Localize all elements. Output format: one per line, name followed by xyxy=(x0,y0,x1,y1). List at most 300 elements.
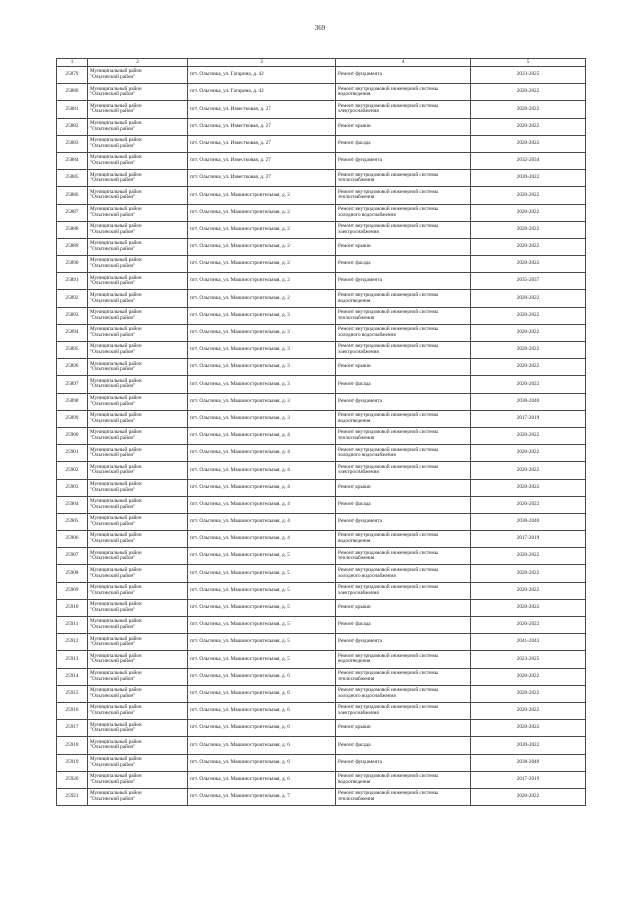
table-row xyxy=(57,565,586,582)
address-cell: пгт. Ольгинка, ул. Известковая, д. 27 xyxy=(188,118,336,135)
district-cell xyxy=(88,754,188,771)
address-cell: пгт. Ольгинка, ул. Машиностроительная, д. 4 xyxy=(188,445,336,462)
table-row xyxy=(57,410,586,427)
work-type-cell xyxy=(336,170,471,187)
row-number-cell: 25907 xyxy=(57,548,88,565)
period-cell: 2020-2022 xyxy=(471,617,586,634)
work-type-cell xyxy=(336,617,471,634)
work-type-line: Ремонт внутридомовой инженерной системы xyxy=(338,566,439,573)
district-cell xyxy=(88,582,188,599)
district-line: "Ольгинский район" xyxy=(90,589,136,596)
district-cell xyxy=(88,273,188,290)
district-line: "Ольгинский район" xyxy=(90,125,136,132)
table-row xyxy=(57,342,586,359)
district-line: Муниципальный район xyxy=(90,394,142,401)
table-row xyxy=(57,737,586,754)
work-type-line: Ремонт внутридомовой инженерной системы xyxy=(338,429,439,436)
work-type-line: Ремонт фасада xyxy=(338,260,371,267)
row-number-cell: 25879 xyxy=(57,67,88,84)
row-number-cell: 25911 xyxy=(57,617,88,634)
district-cell xyxy=(88,565,188,582)
work-type-line: электроснабжения xyxy=(338,349,379,356)
district-line: Муниципальный район xyxy=(90,446,142,453)
work-type-line: Ремонт внутридомовой инженерной системы xyxy=(338,309,439,316)
address-cell: пгт. Ольгинка, ул. Машиностроительная, д. 2 xyxy=(188,290,336,307)
work-type-line: теплоснабжения xyxy=(338,795,375,802)
address-cell: пгт. Ольгинка, ул. Машиностроительная, д. 6 xyxy=(188,754,336,771)
work-type-cell xyxy=(336,376,471,393)
district-cell xyxy=(88,462,188,479)
work-type-cell xyxy=(336,685,471,702)
work-type-cell xyxy=(336,221,471,238)
district-cell xyxy=(88,410,188,427)
table-header-row xyxy=(57,59,586,67)
work-type-cell xyxy=(336,324,471,341)
table-row xyxy=(57,393,586,410)
row-number-cell: 25880 xyxy=(57,84,88,101)
row-number-cell: 25901 xyxy=(57,445,88,462)
table-row xyxy=(57,788,586,805)
district-cell xyxy=(88,238,188,255)
district-cell xyxy=(88,668,188,685)
table-row xyxy=(57,445,586,462)
work-type-line: электроснабжения xyxy=(338,228,379,235)
work-type-line: Ремонт внутридомовой инженерной системы xyxy=(338,326,439,333)
district-line: Муниципальный район xyxy=(90,188,142,195)
address-cell: пгт. Ольгинка, ул. Машиностроительная, д. 2 xyxy=(188,221,336,238)
work-type-line: Ремонт фундамента xyxy=(338,397,382,404)
table-row xyxy=(57,135,586,152)
district-line: "Ольгинский район" xyxy=(90,108,136,115)
address-cell: пгт. Ольгинка, ул. Машиностроительная, д. 3 xyxy=(188,307,336,324)
work-type-line: холодного водоснабжения xyxy=(338,692,396,699)
work-type-line: Ремонт внутридомовой инженерной системы xyxy=(338,532,439,539)
work-type-cell xyxy=(336,273,471,290)
work-type-line: Ремонт фундамента xyxy=(338,518,382,525)
work-type-line: Ремонт внутридомовой инженерной системы xyxy=(338,704,439,711)
district-line: "Ольгинский район" xyxy=(90,761,136,768)
address-cell: пгт. Ольгинка, ул. Машиностроительная, д. 3 xyxy=(188,324,336,341)
district-cell xyxy=(88,256,188,273)
district-line: Муниципальный район xyxy=(90,635,142,642)
district-line: Муниципальный район xyxy=(90,652,142,659)
district-cell xyxy=(88,84,188,101)
table-row xyxy=(57,582,586,599)
table-row xyxy=(57,187,586,204)
period-cell: 2023-2025 xyxy=(471,67,586,84)
district-line: Муниципальный район xyxy=(90,223,142,230)
address-cell: пгт. Ольгинка, ул. Гагарина, д. 42 xyxy=(188,67,336,84)
district-line: "Ольгинский район" xyxy=(90,400,136,407)
work-type-cell xyxy=(336,445,471,462)
address-cell: пгт. Ольгинка, ул. Машиностроительная, д. 3 xyxy=(188,376,336,393)
address-cell: пгт. Ольгинка, ул. Машиностроительная, д. 2 xyxy=(188,187,336,204)
district-line: "Ольгинский район" xyxy=(90,744,136,751)
row-number-cell: 25898 xyxy=(57,393,88,410)
work-type-line: холодного водоснабжения xyxy=(338,452,396,459)
period-cell: 2020-2022 xyxy=(471,359,586,376)
work-type-cell xyxy=(336,152,471,169)
row-number-cell: 25919 xyxy=(57,754,88,771)
district-line: "Ольгинский район" xyxy=(90,624,136,631)
district-line: "Ольгинский район" xyxy=(90,245,136,252)
district-cell xyxy=(88,496,188,513)
district-cell xyxy=(88,599,188,616)
district-line: "Ольгинский район" xyxy=(90,555,136,562)
district-cell xyxy=(88,118,188,135)
table-row xyxy=(57,754,586,771)
district-line: "Ольгинский район" xyxy=(90,383,136,390)
district-line: Муниципальный район xyxy=(90,704,142,711)
district-line: Муниципальный район xyxy=(90,326,142,333)
address-cell: пгт. Ольгинка, ул. Машиностроительная, д. 6 xyxy=(188,720,336,737)
row-number-cell: 25906 xyxy=(57,531,88,548)
period-cell: 2020-2022 xyxy=(471,737,586,754)
district-line: Муниципальный район xyxy=(90,618,142,625)
period-cell: 2020-2022 xyxy=(471,170,586,187)
district-line: Муниципальный район xyxy=(90,566,142,573)
district-line: Муниципальный район xyxy=(90,480,142,487)
row-number-cell: 25904 xyxy=(57,496,88,513)
district-cell xyxy=(88,737,188,754)
address-cell: пгт. Ольгинка, ул. Машиностроительная, д. 5 xyxy=(188,617,336,634)
period-cell: 2020-2022 xyxy=(471,479,586,496)
row-number-cell: 25881 xyxy=(57,101,88,118)
work-type-cell xyxy=(336,479,471,496)
work-type-line: водоотведения xyxy=(338,778,371,785)
row-number-cell: 25894 xyxy=(57,324,88,341)
district-line: Муниципальный район xyxy=(90,291,142,298)
work-type-line: Ремонт внутридомовой инженерной системы xyxy=(338,102,439,109)
district-line: Муниципальный район xyxy=(90,68,142,75)
work-type-cell xyxy=(336,84,471,101)
work-type-line: электроснабжения xyxy=(338,710,379,717)
district-line: "Ольгинский район" xyxy=(90,486,136,493)
row-number-cell: 25910 xyxy=(57,599,88,616)
table-row xyxy=(57,256,586,273)
work-type-line: Ремонт крыши xyxy=(338,604,371,611)
row-number-cell: 25909 xyxy=(57,582,88,599)
address-cell: пгт. Ольгинка, ул. Машиностроительная, д. 3 xyxy=(188,410,336,427)
district-line: Муниципальный район xyxy=(90,773,142,780)
table-row xyxy=(57,238,586,255)
district-cell xyxy=(88,324,188,341)
period-cell: 2020-2022 xyxy=(471,324,586,341)
period-cell: 2020-2022 xyxy=(471,118,586,135)
work-type-cell xyxy=(336,290,471,307)
table-row xyxy=(57,531,586,548)
district-line: "Ольгинский район" xyxy=(90,74,136,81)
work-type-line: Ремонт фундамента xyxy=(338,71,382,78)
work-type-cell xyxy=(336,548,471,565)
row-number-cell: 25889 xyxy=(57,238,88,255)
column-header-2: 2 xyxy=(88,59,188,67)
address-cell: пгт. Ольгинка, ул. Машиностроительная, д. 6 xyxy=(188,702,336,719)
period-cell: 2038-2040 xyxy=(471,754,586,771)
period-cell: 2020-2022 xyxy=(471,135,586,152)
district-line: "Ольгинский район" xyxy=(90,194,136,201)
district-line: "Ольгинский район" xyxy=(90,160,136,167)
work-type-cell xyxy=(336,599,471,616)
district-line: "Ольгинский район" xyxy=(90,572,136,579)
district-line: "Ольгинский район" xyxy=(90,91,136,98)
district-line: "Ольгинский район" xyxy=(90,692,136,699)
work-type-line: Ремонт фасада xyxy=(338,139,371,146)
period-cell: 2020-2022 xyxy=(471,788,586,805)
work-type-line: Ремонт крыши xyxy=(338,243,371,250)
table-row xyxy=(57,273,586,290)
address-cell: пгт. Ольгинка, ул. Машиностроительная, д. 3 xyxy=(188,393,336,410)
work-type-line: Ремонт внутридомовой инженерной системы xyxy=(338,669,439,676)
work-type-line: водоотведения xyxy=(338,297,371,304)
district-line: "Ольгинский район" xyxy=(90,417,136,424)
row-number-cell: 25885 xyxy=(57,170,88,187)
address-cell: пгт. Ольгинка, ул. Машиностроительная, д. 4 xyxy=(188,531,336,548)
district-line: "Ольгинский район" xyxy=(90,211,136,218)
work-type-line: Ремонт внутридомовой инженерной системы xyxy=(338,85,439,92)
district-cell xyxy=(88,685,188,702)
address-cell: пгт. Ольгинка, ул. Машиностроительная, д. 2 xyxy=(188,204,336,221)
district-line: Муниципальный район xyxy=(90,549,142,556)
district-line: "Ольгинский район" xyxy=(90,142,136,149)
table-row xyxy=(57,479,586,496)
district-cell xyxy=(88,634,188,651)
row-number-cell: 25893 xyxy=(57,307,88,324)
district-line: "Ольгинский район" xyxy=(90,520,136,527)
district-line: "Ольгинский район" xyxy=(90,263,136,270)
row-number-cell: 25886 xyxy=(57,187,88,204)
work-type-line: водоотведения xyxy=(338,538,371,545)
district-line: "Ольгинский район" xyxy=(90,177,136,184)
table-row xyxy=(57,324,586,341)
work-type-line: теплоснабжения xyxy=(338,555,375,562)
district-line: Муниципальный район xyxy=(90,309,142,316)
district-cell xyxy=(88,152,188,169)
work-type-cell xyxy=(336,187,471,204)
address-cell: пгт. Ольгинка, ул. Машиностроительная, д. 7 xyxy=(188,788,336,805)
district-line: Муниципальный район xyxy=(90,429,142,436)
district-cell xyxy=(88,720,188,737)
row-number-cell: 25918 xyxy=(57,737,88,754)
period-cell: 2020-2022 xyxy=(471,582,586,599)
table-row xyxy=(57,702,586,719)
work-type-line: теплоснабжения xyxy=(338,194,375,201)
work-type-cell xyxy=(336,496,471,513)
district-cell xyxy=(88,445,188,462)
period-cell: 2017-2019 xyxy=(471,771,586,788)
district-line: "Ольгинский район" xyxy=(90,795,136,802)
row-number-cell: 25916 xyxy=(57,702,88,719)
column-header-1: 1 xyxy=(57,59,88,67)
work-type-cell xyxy=(336,720,471,737)
table-row xyxy=(57,359,586,376)
work-type-line: Ремонт фундамента xyxy=(338,758,382,765)
district-line: Муниципальный район xyxy=(90,274,142,281)
table-row xyxy=(57,548,586,565)
district-line: Муниципальный район xyxy=(90,85,142,92)
row-number-cell: 25913 xyxy=(57,651,88,668)
address-cell: пгт. Ольгинка, ул. Машиностроительная, д. 6 xyxy=(188,771,336,788)
period-cell: 2020-2022 xyxy=(471,84,586,101)
work-type-cell xyxy=(336,754,471,771)
work-type-line: электроснабжения xyxy=(338,589,379,596)
work-type-cell xyxy=(336,410,471,427)
work-type-line: Ремонт крыши xyxy=(338,483,371,490)
column-header-5: 5 xyxy=(471,59,586,67)
district-line: Муниципальный район xyxy=(90,171,142,178)
district-line: "Ольгинский район" xyxy=(90,727,136,734)
work-type-line: Ремонт внутридомовой инженерной системы xyxy=(338,291,439,298)
table-row xyxy=(57,376,586,393)
period-cell: 2020-2022 xyxy=(471,238,586,255)
work-type-line: Ремонт внутридомовой инженерной системы xyxy=(338,223,439,230)
address-cell: пгт. Ольгинка, ул. Машиностроительная, д. 5 xyxy=(188,634,336,651)
district-line: Муниципальный район xyxy=(90,738,142,745)
period-cell: 2038-2040 xyxy=(471,513,586,530)
district-cell xyxy=(88,531,188,548)
table-row xyxy=(57,685,586,702)
work-type-line: теплоснабжения xyxy=(338,435,375,442)
work-type-line: Ремонт внутридомовой инженерной системы xyxy=(338,463,439,470)
work-type-cell xyxy=(336,101,471,118)
row-number-cell: 25900 xyxy=(57,427,88,444)
work-type-line: Ремонт внутридомовой инженерной системы xyxy=(338,171,439,178)
district-line: "Ольгинский район" xyxy=(90,435,136,442)
work-type-cell xyxy=(336,582,471,599)
work-type-line: теплоснабжения xyxy=(338,177,375,184)
work-type-cell xyxy=(336,651,471,668)
period-cell: 2041-2043 xyxy=(471,634,586,651)
row-number-cell: 25902 xyxy=(57,462,88,479)
district-cell xyxy=(88,376,188,393)
address-cell: пгт. Ольгинка, ул. Машиностроительная, д. 6 xyxy=(188,685,336,702)
row-number-cell: 25903 xyxy=(57,479,88,496)
work-type-line: Ремонт фасада xyxy=(338,500,371,507)
table-row xyxy=(57,84,586,101)
district-line: "Ольгинский район" xyxy=(90,314,136,321)
district-line: Муниципальный район xyxy=(90,498,142,505)
period-cell: 2020-2022 xyxy=(471,599,586,616)
work-type-line: Ремонт внутридомовой инженерной системы xyxy=(338,790,439,797)
row-number-cell: 25888 xyxy=(57,221,88,238)
address-cell: пгт. Ольгинка, ул. Известковая, д. 27 xyxy=(188,152,336,169)
district-line: "Ольгинский район" xyxy=(90,658,136,665)
district-line: Муниципальный район xyxy=(90,240,142,247)
work-type-line: Ремонт крыши xyxy=(338,363,371,370)
period-cell: 2038-2040 xyxy=(471,393,586,410)
district-line: "Ольгинский район" xyxy=(90,710,136,717)
district-cell xyxy=(88,788,188,805)
district-cell xyxy=(88,67,188,84)
work-type-cell xyxy=(336,307,471,324)
table-row xyxy=(57,771,586,788)
district-line: Муниципальный район xyxy=(90,102,142,109)
district-line: Муниципальный район xyxy=(90,343,142,350)
district-line: "Ольгинский район" xyxy=(90,641,136,648)
work-type-line: теплоснабжения xyxy=(338,675,375,682)
period-cell: 2020-2022 xyxy=(471,342,586,359)
row-number-cell: 25917 xyxy=(57,720,88,737)
district-line: "Ольгинский район" xyxy=(90,366,136,373)
work-type-line: Ремонт внутридомовой инженерной системы xyxy=(338,687,439,694)
district-line: "Ольгинский район" xyxy=(90,675,136,682)
address-cell: пгт. Ольгинка, ул. Машиностроительная, д. 5 xyxy=(188,565,336,582)
work-type-line: Ремонт фасада xyxy=(338,380,371,387)
work-type-cell xyxy=(336,565,471,582)
address-cell: пгт. Ольгинка, ул. Машиностроительная, д. 4 xyxy=(188,462,336,479)
work-type-line: Ремонт внутридомовой инженерной системы xyxy=(338,205,439,212)
period-cell: 2032-2034 xyxy=(471,152,586,169)
work-type-line: Ремонт внутридомовой инженерной системы xyxy=(338,584,439,591)
period-cell: 2020-2022 xyxy=(471,204,586,221)
row-number-cell: 25887 xyxy=(57,204,88,221)
period-cell: 2020-2022 xyxy=(471,101,586,118)
table-row xyxy=(57,462,586,479)
period-cell: 2020-2022 xyxy=(471,290,586,307)
work-type-cell xyxy=(336,118,471,135)
district-line: Муниципальный район xyxy=(90,205,142,212)
district-line: "Ольгинский район" xyxy=(90,228,136,235)
period-cell: 2020-2022 xyxy=(471,376,586,393)
address-cell: пгт. Ольгинка, ул. Машиностроительная, д. 5 xyxy=(188,651,336,668)
work-type-line: холодного водоснабжения xyxy=(338,572,396,579)
table-row xyxy=(57,617,586,634)
page-number: 369 xyxy=(314,24,326,32)
work-type-cell xyxy=(336,204,471,221)
table-row xyxy=(57,290,586,307)
work-type-line: Ремонт внутридомовой инженерной системы xyxy=(338,412,439,419)
district-cell xyxy=(88,101,188,118)
period-cell: 2035-2037 xyxy=(471,273,586,290)
work-type-line: Ремонт внутридомовой инженерной системы xyxy=(338,652,439,659)
work-type-cell xyxy=(336,531,471,548)
work-type-cell xyxy=(336,668,471,685)
district-line: Муниципальный район xyxy=(90,755,142,762)
work-type-cell xyxy=(336,788,471,805)
district-line: "Ольгинский район" xyxy=(90,452,136,459)
address-cell: пгт. Ольгинка, ул. Машиностроительная, д. 2 xyxy=(188,273,336,290)
row-number-cell: 25914 xyxy=(57,668,88,685)
address-cell: пгт. Ольгинка, ул. Машиностроительная, д. 4 xyxy=(188,496,336,513)
work-type-line: водоотведения xyxy=(338,417,371,424)
period-cell: 2020-2022 xyxy=(471,187,586,204)
address-cell: пгт. Ольгинка, ул. Машиностроительная, д. 5 xyxy=(188,548,336,565)
district-line: Муниципальный район xyxy=(90,257,142,264)
table-body xyxy=(57,67,586,806)
address-cell: пгт. Ольгинка, ул. Машиностроительная, д. 5 xyxy=(188,582,336,599)
district-cell xyxy=(88,771,188,788)
district-cell xyxy=(88,290,188,307)
work-type-line: электроснабжения xyxy=(338,108,379,115)
row-number-cell: 25895 xyxy=(57,342,88,359)
district-cell xyxy=(88,204,188,221)
table-row xyxy=(57,427,586,444)
district-cell xyxy=(88,359,188,376)
table-row xyxy=(57,307,586,324)
period-cell: 2023-2025 xyxy=(471,651,586,668)
work-type-cell xyxy=(336,462,471,479)
district-cell xyxy=(88,427,188,444)
period-cell: 2020-2022 xyxy=(471,221,586,238)
district-line: "Ольгинский район" xyxy=(90,331,136,338)
table-row xyxy=(57,513,586,530)
work-type-line: Ремонт крыши xyxy=(338,724,371,731)
table-row xyxy=(57,668,586,685)
district-cell xyxy=(88,170,188,187)
table-row xyxy=(57,221,586,238)
work-type-line: Ремонт фундамента xyxy=(338,277,382,284)
work-type-cell xyxy=(336,771,471,788)
